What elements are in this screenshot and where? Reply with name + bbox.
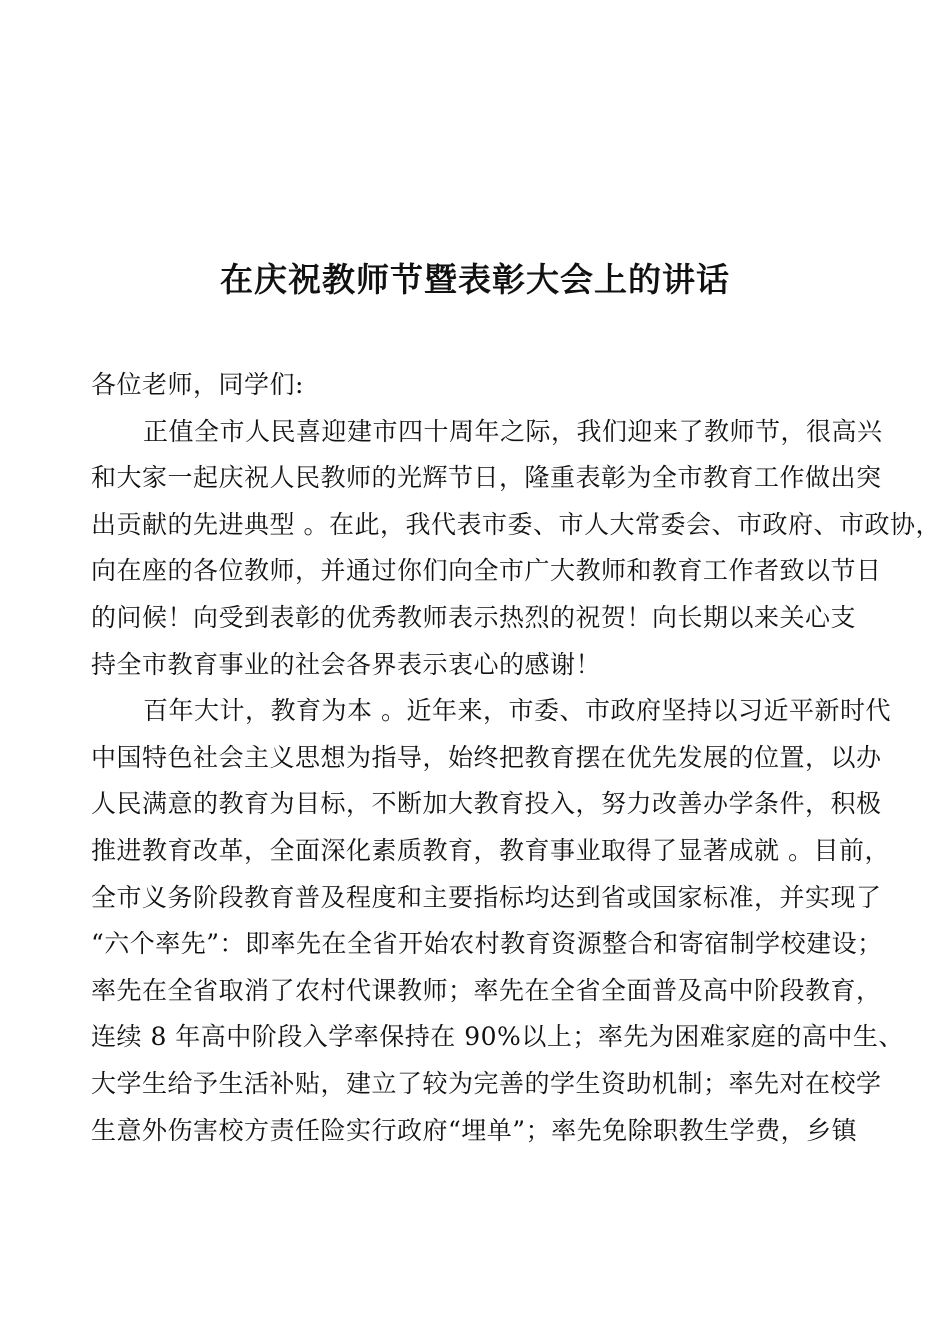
- paragraph-line: 率先在全省取消了农村代课教师；率先在全省全面普及高中阶段教育，: [91, 975, 882, 1005]
- paragraph-line: 全市义务阶段教育普及程度和主要指标均达到省或国家标准，并实现了: [91, 882, 882, 912]
- salutation-line: 各位老师，同学们:: [91, 370, 304, 399]
- paragraph-line: 持全市教育事业的社会各界表示衷心的感谢！: [91, 649, 602, 679]
- paragraph-line: 的问候！向受到表彰的优秀教师表示热烈的祝贺！向长期以来关心支: [91, 602, 857, 632]
- paragraph-line: 正值全市人民喜迎建市四十周年之际，我们迎来了教师节，很高兴: [143, 416, 883, 446]
- paragraph-line: 出贡献的先进典型 。在此，我代表市委、市人大常委会、市政府、市政协，: [91, 509, 941, 539]
- paragraph-line: 大学生给予生活补贴，建立了较为完善的学生资助机制；率先对在校学: [91, 1068, 882, 1098]
- paragraph-line: 连续 8 年高中阶段入学率保持在 90%以上；率先为困难家庭的高中生、: [91, 1022, 904, 1052]
- paragraph-line: 向在座的各位教师，并通过你们向全市广大教师和教育工作者致以节日: [91, 556, 882, 586]
- paragraph-line: 生意外伤害校方责任险实行政府“埋单”；率先免除职教生学费，乡镇: [91, 1115, 858, 1145]
- paragraph-line: 和大家一起庆祝人民教师的光辉节日，隆重表彰为全市教育工作做出突: [91, 463, 882, 493]
- paragraph-line: 推进教育改革，全面深化素质教育，教育事业取得了显著成就 。目前，: [91, 835, 890, 865]
- document-title: 在庆祝教师节暨表彰大会上的讲话: [220, 260, 730, 299]
- paragraph-line: 百年大计，教育为本 。近年来，市委、市政府坚持以习近平新时代: [143, 696, 891, 726]
- document-body: [91, 362, 941, 1154]
- paragraph-line: “六个率先”：即率先在全省开始农村教育资源整合和寄宿制学校建设；: [91, 929, 883, 959]
- paragraph-line: 人民满意的教育为目标，不断加大教育投入，努力改善办学条件，积极: [91, 789, 882, 819]
- paragraph-line: 中国特色社会主义思想为指导，始终把教育摆在优先发展的位置，以办: [91, 742, 882, 772]
